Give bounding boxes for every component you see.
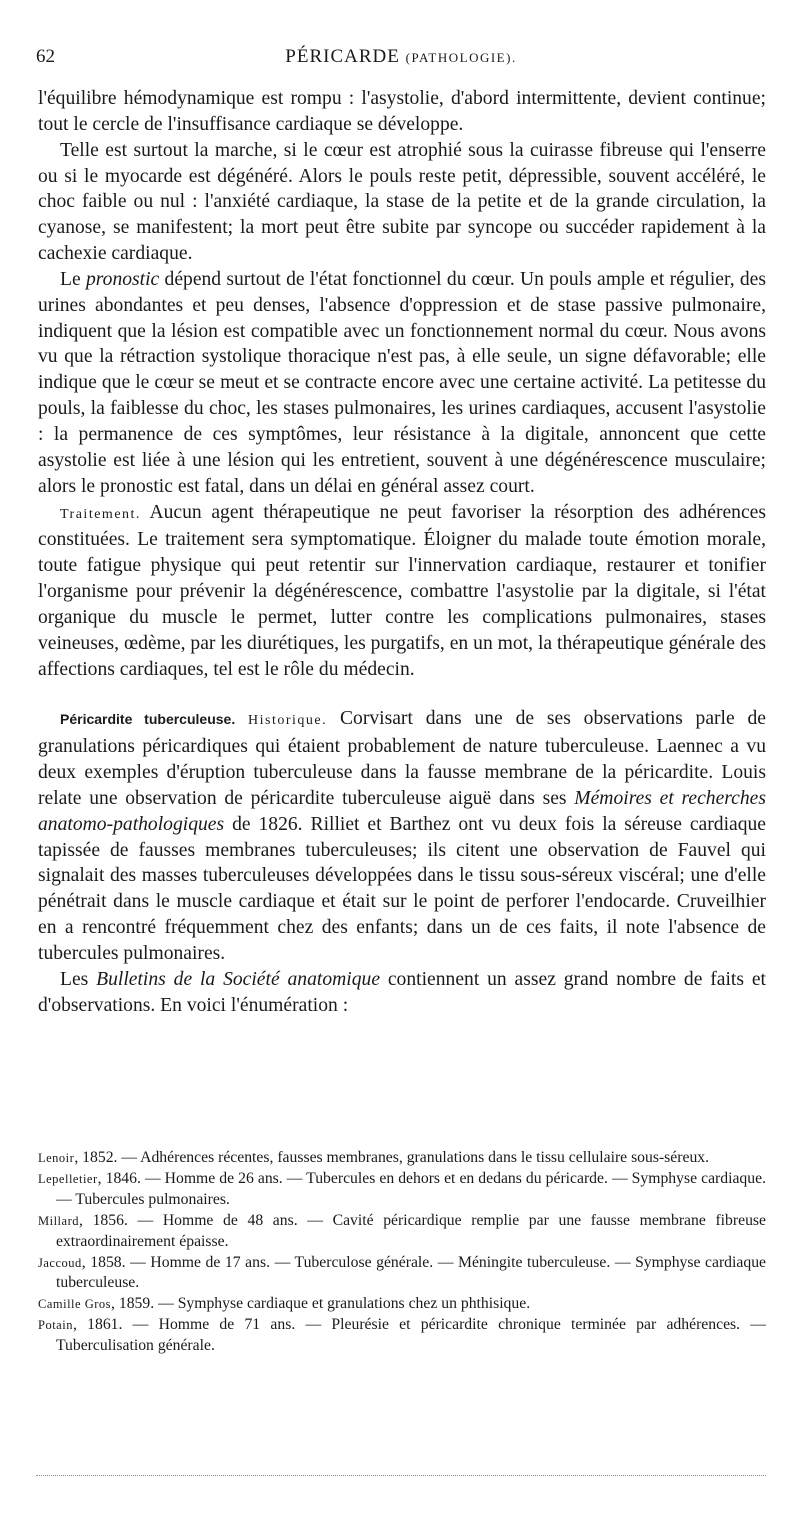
- cited-work-title: Mémoires et recherches anatomo-pathologiques: [38, 787, 766, 835]
- reference-text: , 1856. — Homme de 48 ans. — Cavité péricardique remplie par une fausse membrane fibreuse extraordinairement épaisse.: [56, 1211, 766, 1250]
- prognosis-start: Le: [60, 268, 86, 290]
- reference-author: Jaccoud: [38, 1255, 82, 1270]
- prognosis-text: dépend surtout de l'état fonctionnel du cœur. Un pouls ample et régulier, des urines abondantes et peu denses, l'absence d'oppression et de stase passive pulmonaire, indiquent que la lésion est compatible avec un fonctionnement normal du cœur. Nous avons vu que la rétraction systolique thoracique n'est pas, à elle seule, un signe défavorable; elle indique que le cœur se meut et se contracte encore avec une certaine activité. La petitesse du pouls, la faiblesse du choc, les stases pulmonaires, les urines cardiaques, accusent l'asystolie : la permanence de ces symptômes, leur résistance à la digitale, annoncent que cette asystolie est liée à une lésion qui les entretient, souvent à une dégénérescence musculaire; alors le pronostic est fatal, dans un délai en général assez court.: [38, 268, 766, 497]
- reference-text: , 1861. — Homme de 71 ans. — Pleurésie et péricardite chronique terminée par adhérences. — Tuberculisation générale.: [56, 1316, 766, 1355]
- reference-text: , 1846. — Homme de 26 ans. — Tubercules en dehors et en dedans du péricarde. — Symphyse cardiaque. — Tubercules pulmonaires.: [56, 1169, 766, 1208]
- treatment-text: Aucun agent thérapeutique ne peut favoriser la résorption des adhérences constituées. Le traitement sera symptomatique. Éloigner du malade toute émotion morale, toute fatigue physique qui peut retentir sur l'innervation cardiaque, restaurer et tonifier l'organisme pour prévenir la dégénérescence, combattre l'asystolie par la digitale, si l'état organique du muscle le permet, lutter contre les complications pulmonaires, stases veineuses, œdème, par les diurétiques, les purgatifs, en un mot, la thérapeutique générale des affections cardiaques, tel est le rôle du médecin.: [38, 501, 766, 680]
- history-heading: Historique.: [248, 713, 328, 729]
- section-heading: Péricardite tuberculeuse.: [60, 711, 236, 728]
- reference-text: , 1858. — Homme de 17 ans. — Tuberculose générale. — Méningite tuberculeuse. — Symphyse cardiaque tuberculeuse.: [56, 1253, 766, 1292]
- reference-list: [38, 1148, 766, 1357]
- paragraph-evolution: Telle est surtout la marche, si le cœur est atrophié sous la cuirasse fibreuse qui l'enserre ou si le myocarde est dégénéré. Alors le pouls reste petit, dépressible, souvent accéléré, le choc faible ou nul : l'anxiété cardiaque, la stase de la petite et de la grande circulation, la cyanose, se manifestent; la mort peut être subite par syncope ou succéder rapidement à la cachexie cardiaque.: [38, 139, 766, 265]
- reference-entry: [38, 1169, 766, 1211]
- paragraph-tuberculous: [38, 706, 766, 966]
- page-number: 62: [36, 46, 55, 67]
- bottom-divider: [36, 1475, 766, 1476]
- prognosis-term: pronostic: [85, 268, 160, 290]
- paragraph-continuation: l'équilibre hémodynamique est rompu : l'asystolie, d'abord intermittente, devient continue; tout le cercle de l'insuffisance cardiaque se développe.: [38, 88, 766, 135]
- section-gap: [38, 682, 766, 706]
- reference-text: , 1859. — Symphyse cardiaque et granulations chez un phthisique.: [111, 1295, 531, 1313]
- reference-author: Lepelletier: [38, 1171, 98, 1186]
- history-text-2: de 1826. Rilliet et Barthez ont vu deux fois la séreuse cardiaque tapissée de fausses membranes tuberculeuses; ils citent une observation de Fauvel qui signalait des masses tuberculeuses développées dans le tissu sous-séreux viscéral; une d'elle pénétrait dans le muscle cardiaque et était sur le point de perforer l'endocarde. Cruveilhier en a rencontré fréquemment chez des enfants; dans un de ces faits, il note l'absence de tubercules pulmonaires.: [38, 813, 766, 964]
- page-header: [36, 46, 766, 72]
- running-title-sub: (PATHOLOGIE).: [405, 50, 517, 65]
- body-text: [38, 86, 766, 1019]
- reference-entry: [38, 1253, 766, 1295]
- reference-author: Millard: [38, 1213, 79, 1228]
- reference-entry: [38, 1211, 766, 1253]
- paragraph-bulletins: [38, 967, 766, 1019]
- reference-entry: [38, 1294, 766, 1315]
- treatment-heading: Traitement.: [60, 506, 141, 522]
- running-title-main: PÉRICARDE: [285, 46, 400, 67]
- reference-entry: [38, 1315, 766, 1357]
- reference-text: , 1852. — Adhérences récentes, fausses membranes, granulations dans le tissu cellulaire sous-séreux.: [74, 1149, 710, 1166]
- paragraph-prognosis: [38, 267, 766, 500]
- bulletins-title: Bulletins de la Société anatomique: [96, 968, 381, 990]
- running-title: [36, 46, 766, 68]
- paragraph-treatment: [38, 500, 766, 683]
- reference-author: Camille Gros: [38, 1297, 112, 1312]
- bulletins-start: Les: [60, 968, 97, 990]
- history-text-1: Corvisart dans une de ses observations parle de granulations péricardiques qui étaient probablement de nature tuberculeuse. Laennec a vu deux exemples d'éruption tuberculeuse dans la fausse membrane de la péricardite. Louis relate une observation de péricardite tuberculeuse aiguë dans ses: [38, 708, 766, 809]
- bulletins-text: contiennent un assez grand nombre de faits et d'observations. En voici l'énumération :: [38, 968, 766, 1016]
- reference-author: Potain: [38, 1318, 73, 1333]
- reference-entry: [38, 1148, 766, 1169]
- reference-author: Lenoir: [38, 1151, 75, 1165]
